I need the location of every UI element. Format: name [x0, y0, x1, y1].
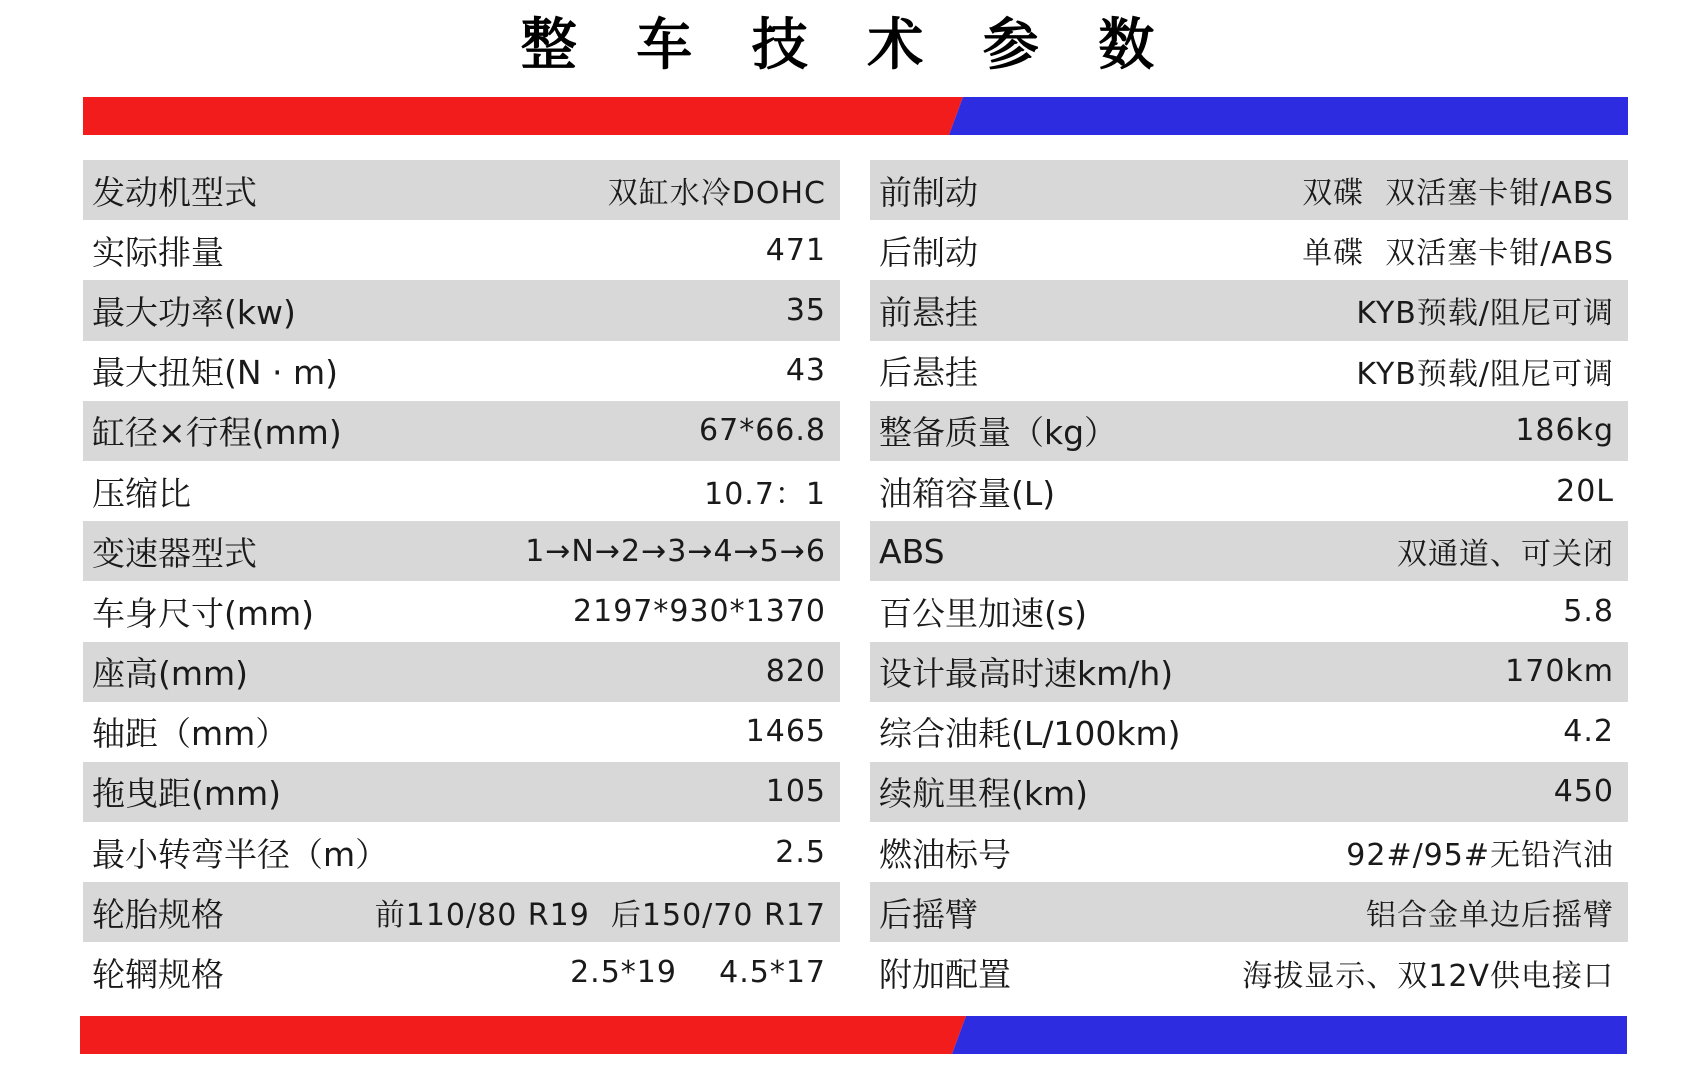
- spec-label: 车身尺寸(mm): [92, 593, 315, 633]
- spec-value: 2.5*19 4.5*17: [570, 955, 826, 991]
- spec-label: 前悬挂: [879, 292, 978, 332]
- spec-label: 轴距（mm）: [92, 714, 289, 754]
- spec-row: [83, 160, 840, 220]
- spec-value: 471: [765, 232, 826, 268]
- spec-label: 缸径×行程(mm): [92, 413, 342, 453]
- spec-value: KYB预载/阻尼可调: [1356, 356, 1614, 392]
- spec-row: [870, 521, 1628, 581]
- spec-row: [83, 581, 840, 641]
- spec-row: [83, 762, 840, 822]
- spec-value: 单碟 双活塞卡钳/ABS: [1302, 236, 1614, 272]
- spec-row: [870, 762, 1628, 822]
- spec-row: [870, 280, 1628, 340]
- spec-label: 最大扭矩(N · m): [92, 353, 339, 393]
- spec-value: 43: [785, 353, 826, 389]
- spec-value: 1465: [745, 714, 826, 750]
- spec-row: [83, 882, 840, 942]
- spec-value: 双碟 双活塞卡钳/ABS: [1302, 176, 1614, 212]
- spec-label: 附加配置: [879, 955, 1011, 995]
- spec-label: 油箱容量(L): [879, 473, 1056, 513]
- spec-label: ABS: [879, 531, 945, 571]
- spec-value: 186kg: [1515, 413, 1614, 449]
- spec-label: 综合油耗(L/100km): [879, 714, 1181, 754]
- spec-value: 2.5: [775, 834, 826, 870]
- spec-row: [870, 642, 1628, 702]
- spec-row: [83, 280, 840, 340]
- spec-row: [870, 461, 1628, 521]
- left-spec-table: [83, 160, 840, 1003]
- spec-row: [870, 702, 1628, 762]
- spec-label: 后悬挂: [879, 353, 978, 393]
- spec-row: [870, 581, 1628, 641]
- spec-row: [83, 521, 840, 581]
- spec-label: 变速器型式: [92, 533, 257, 573]
- spec-row: [870, 822, 1628, 882]
- bottom-band-red: [80, 1016, 966, 1054]
- spec-value: 5.8: [1563, 593, 1614, 629]
- spec-value: 450: [1553, 774, 1614, 810]
- spec-row: [83, 461, 840, 521]
- spec-label: 座高(mm): [92, 654, 249, 694]
- spec-value: 20L: [1556, 473, 1614, 509]
- spec-value: 820: [765, 654, 826, 690]
- spec-row: [870, 942, 1628, 1002]
- top-color-band: [83, 97, 1628, 135]
- spec-label: 整备质量（kg）: [879, 413, 1118, 453]
- spec-value: 双通道、可关闭: [1397, 537, 1614, 573]
- right-spec-table: [870, 160, 1628, 1003]
- spec-row: [870, 220, 1628, 280]
- spec-label: 拖曳距(mm): [92, 774, 282, 814]
- spec-label: 后摇臂: [879, 894, 978, 934]
- spec-value: 1→N→2→3→4→5→6: [525, 533, 826, 569]
- spec-label: 百公里加速(s): [879, 593, 1087, 633]
- spec-row: [83, 220, 840, 280]
- top-band-red: [83, 97, 963, 135]
- spec-label: 实际排量: [92, 232, 224, 272]
- spec-label: 前制动: [879, 172, 978, 212]
- spec-label: 轮胎规格: [92, 894, 224, 934]
- spec-value: 4.2: [1563, 714, 1614, 750]
- spec-label: 后制动: [879, 232, 978, 272]
- spec-row: [83, 702, 840, 762]
- spec-value: 35: [785, 292, 826, 328]
- spec-value: KYB预载/阻尼可调: [1356, 296, 1614, 332]
- spec-label: 发动机型式: [92, 172, 257, 212]
- spec-row: [870, 341, 1628, 401]
- spec-row: [83, 942, 840, 1002]
- spec-value: 92#/95#无铅汽油: [1346, 838, 1614, 874]
- spec-row: [83, 401, 840, 461]
- spec-label: 燃油标号: [879, 834, 1011, 874]
- spec-row: [870, 882, 1628, 942]
- spec-value: 2197*930*1370: [573, 593, 826, 629]
- spec-row: [83, 642, 840, 702]
- bottom-color-band: [80, 1016, 1627, 1054]
- spec-value: 前110/80 R19 后150/70 R17: [374, 898, 826, 934]
- bottom-band-blue: [952, 1016, 1627, 1054]
- top-band-blue: [949, 97, 1628, 135]
- spec-row: [870, 160, 1628, 220]
- spec-label: 最小转弯半径（m）: [92, 834, 389, 874]
- spec-value: 双缸水冷DOHC: [607, 176, 826, 212]
- spec-value: 海拔显示、双12V供电接口: [1242, 958, 1614, 994]
- spec-row: [83, 341, 840, 401]
- spec-value: 67*66.8: [699, 413, 826, 449]
- spec-label: 轮辋规格: [92, 955, 224, 995]
- spec-value: 铝合金单边后摇臂: [1366, 898, 1614, 934]
- spec-value: 170km: [1505, 654, 1614, 690]
- spec-row: [83, 822, 840, 882]
- spec-label: 最大功率(kw): [92, 292, 296, 332]
- spec-value: 105: [765, 774, 826, 810]
- spec-label: 压缩比: [92, 473, 191, 513]
- spec-value: 10.7：1: [704, 477, 826, 513]
- page-title: 整 车 技 术 参 数: [520, 13, 1175, 78]
- spec-label: 续航里程(km): [879, 774, 1089, 814]
- spec-label: 设计最高时速km/h): [879, 654, 1174, 694]
- spec-row: [870, 401, 1628, 461]
